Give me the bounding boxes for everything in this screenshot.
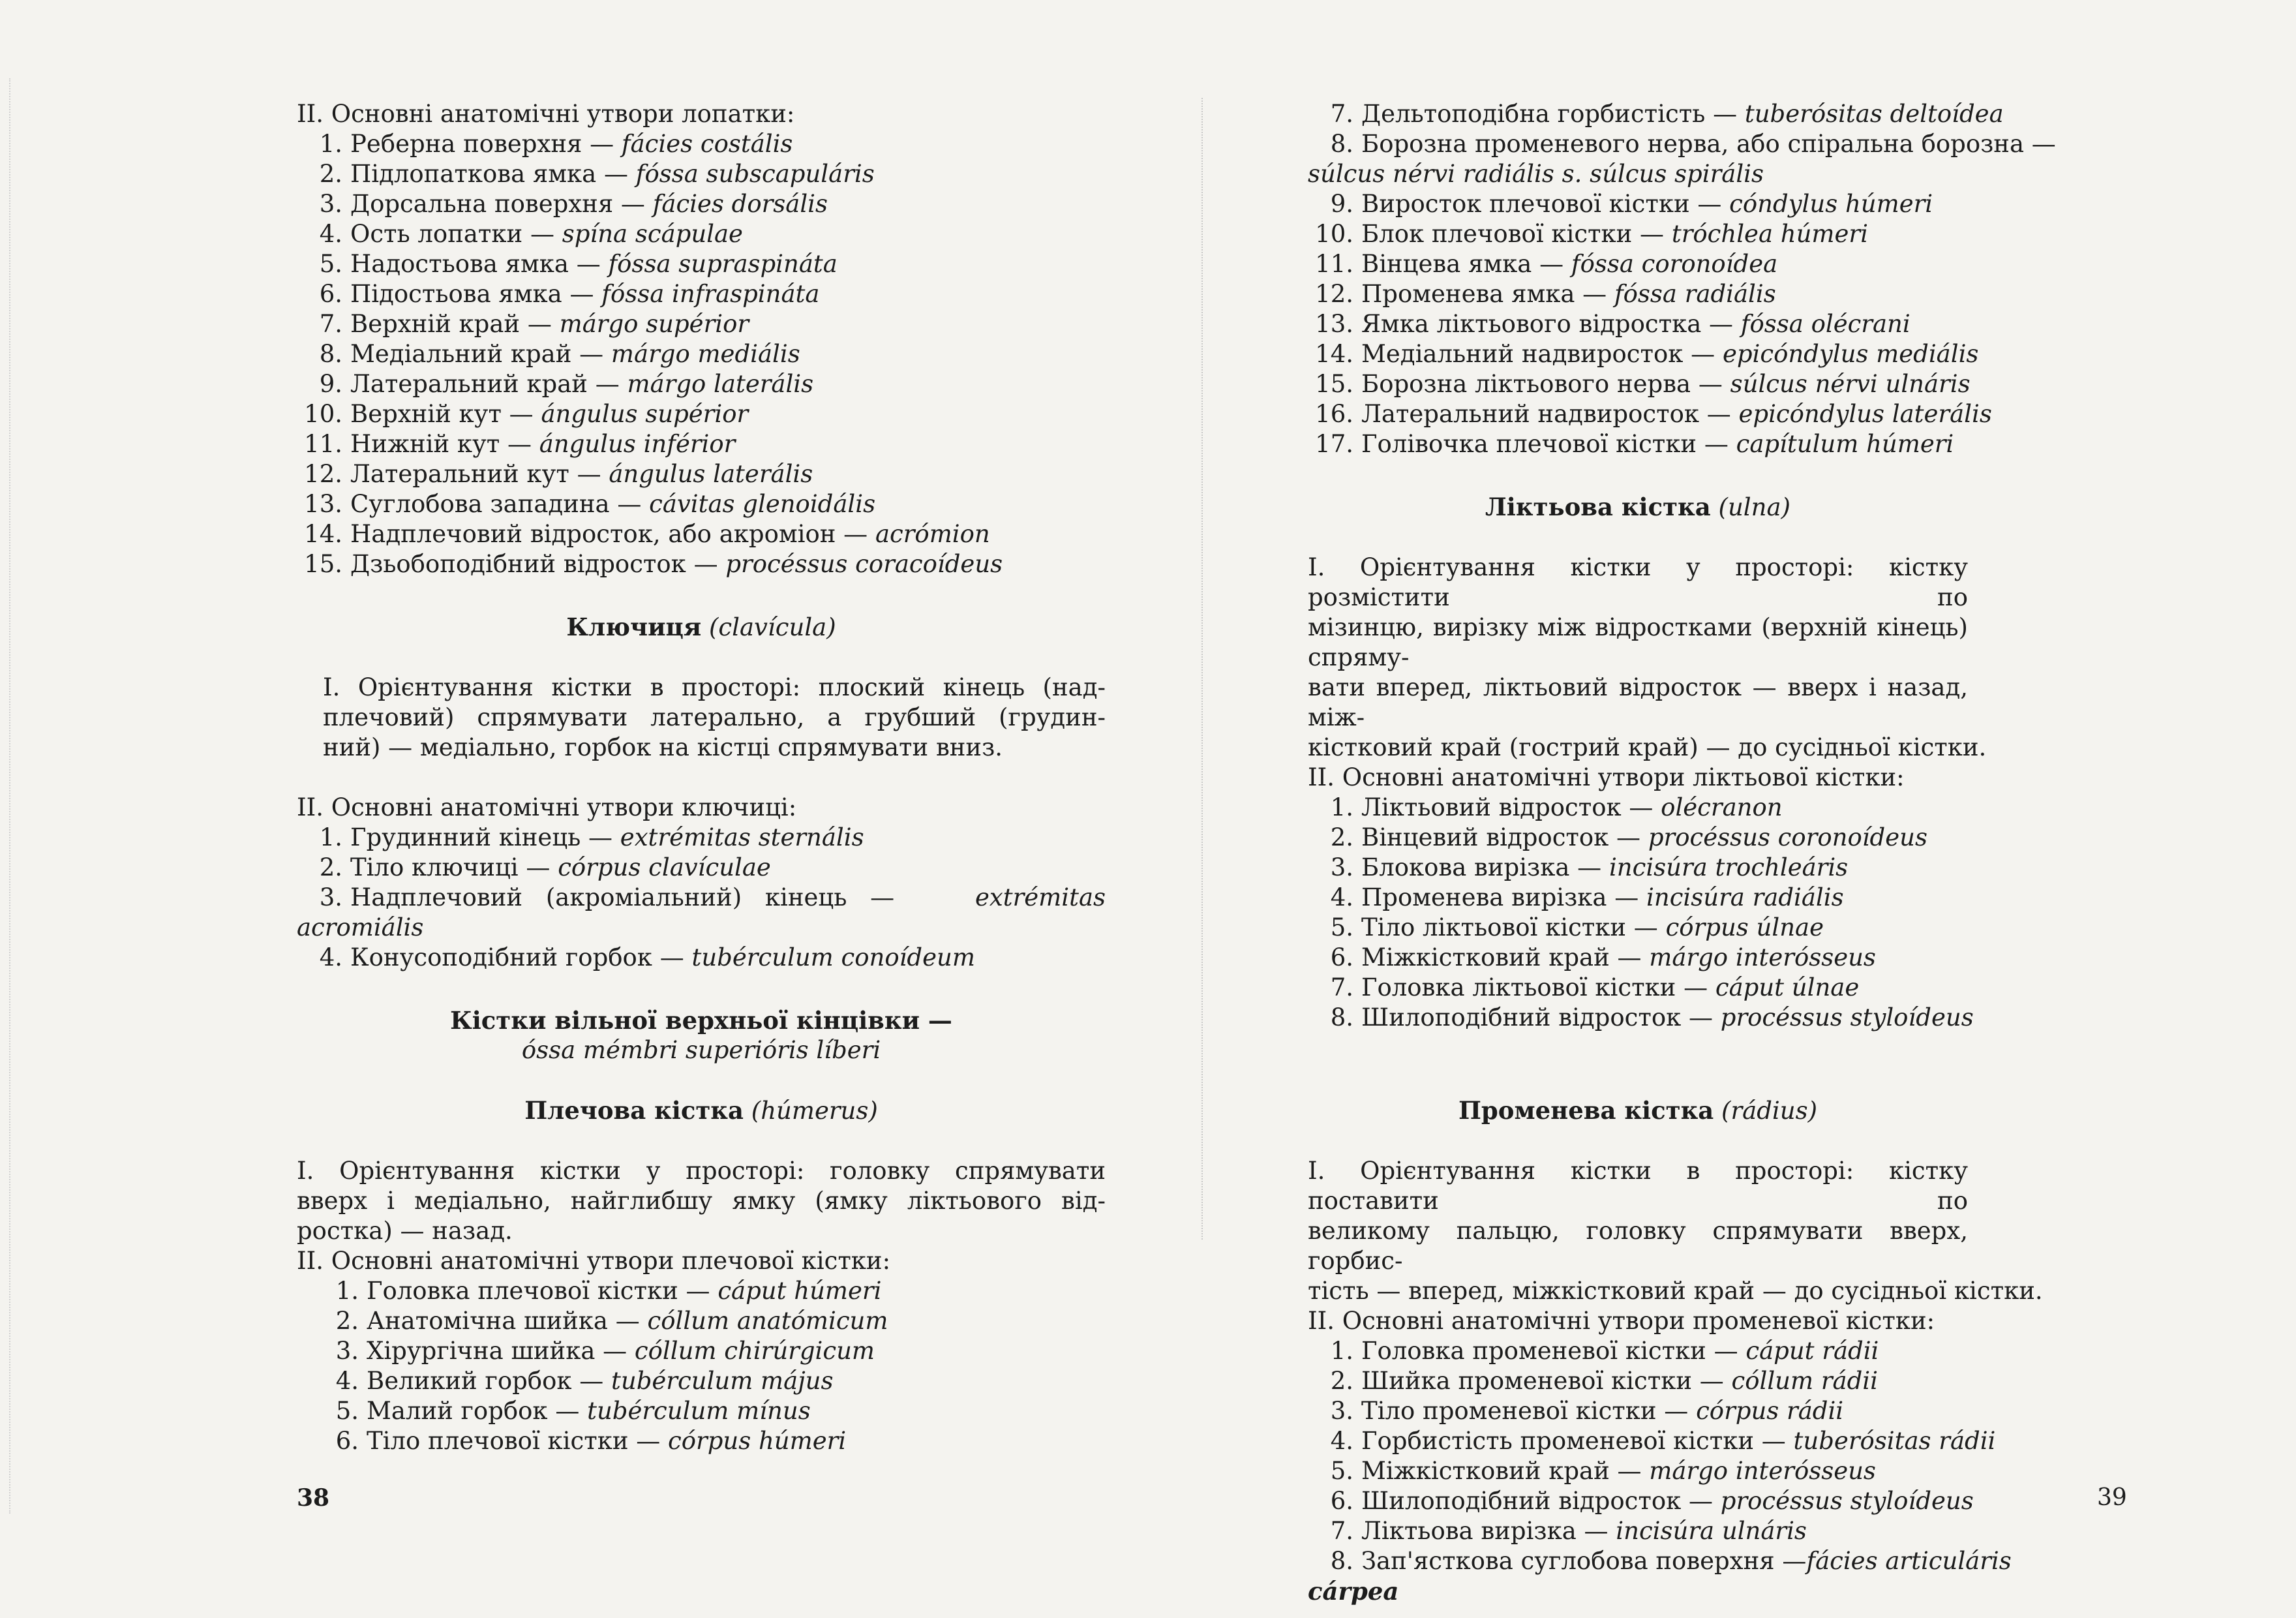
item-ukrainian: Верхній кут (350, 400, 502, 428)
heading-text: Плечова кістка (524, 1096, 744, 1125)
item-latin: cáput húmeri (718, 1277, 882, 1305)
item-ukrainian: Голівочка плечової кістки (1361, 430, 1697, 458)
list-item (297, 1366, 1106, 1396)
scapula-parts-list (297, 129, 1106, 579)
text-line: тість — вперед, міжкістковий край — до сусідньої кістки. (1308, 1277, 2043, 1305)
item-number: 11. (1315, 250, 1353, 278)
item-latin: ángulus inférior (539, 430, 736, 458)
item-number: 1. (1330, 793, 1353, 821)
item-ukrainian: Надплечовий відросток, або акроміон (350, 520, 836, 548)
text-line: вати вперед, ліктьовий відросток — вверх і назад, між- (1308, 673, 1968, 731)
item-ukrainian: Ямка ліктьового відростка (1361, 310, 1702, 338)
item-ukrainian: Надостьова ямка (350, 250, 569, 278)
item-ukrainian: Шилоподібний відросток (1361, 1003, 1682, 1031)
text-line: кістковий край (гострий край) — до сусідньої кістки. (1308, 733, 1987, 761)
heading-latin: óssa mémbri superióris líberi (521, 1036, 881, 1064)
free-limb-heading (297, 1005, 1106, 1065)
item-number: 2. (319, 853, 342, 881)
item-latin: procéssus coracoídeus (725, 550, 1003, 578)
item-ukrainian: Ліктьова вирізка (1361, 1517, 1577, 1545)
text-line: ростка) — назад. (297, 1217, 513, 1245)
item-latin: cávitas glenoidális (649, 490, 876, 518)
list-item (297, 489, 1106, 519)
dash: — (522, 220, 562, 248)
dash: — (628, 1427, 669, 1455)
list-item (1308, 1336, 1968, 1366)
item-latin: fóssa subscapuláris (635, 160, 875, 188)
dash: — (1607, 883, 1647, 911)
item-number: 5. (1330, 913, 1353, 941)
dash: — (1699, 400, 1739, 428)
item-latin: ángulus laterális (609, 460, 813, 488)
heading-text: Променева кістка (1458, 1096, 1714, 1125)
dash: — (1691, 370, 1730, 398)
item-latin: olécranon (1661, 793, 1783, 821)
clavicle-item-4: 4. Конусоподібний горбок — tubérculum conoídeum (319, 943, 975, 971)
list-item (1308, 1486, 1974, 1516)
ulna-parts-list (1308, 793, 1974, 1033)
dash: — (1697, 430, 1736, 458)
dash: — (1691, 1367, 1732, 1395)
item-number: 9. (319, 370, 342, 398)
dash: — (1681, 1487, 1721, 1515)
item-number: 5. (319, 250, 342, 278)
item-number: 7. (319, 310, 342, 338)
item-ukrainian: Шийка променевої кістки (1361, 1367, 1692, 1395)
list-item (1308, 219, 1968, 249)
item-ukrainian: Блок плечової кістки (1361, 220, 1633, 248)
list-item (1308, 99, 2004, 129)
item-latin: fóssa olécrani (1740, 310, 1911, 338)
humerus-parts-continued-2 (1308, 189, 1992, 459)
dash: — (686, 550, 726, 578)
item-latin: extrémitas sternális (620, 823, 864, 851)
list-item (297, 459, 1106, 489)
item-latin: fóssa supraspináta (608, 250, 838, 278)
list-item (297, 189, 1106, 219)
dash: — (1575, 280, 1614, 308)
item-number: 13. (1315, 310, 1353, 338)
item-ukrainian: Суглобова западина (350, 490, 610, 518)
item-latin: cóllum anatómicum (647, 1307, 888, 1335)
item-ukrainian: Анатомічна шийка (367, 1307, 608, 1335)
dash: — (1609, 1457, 1650, 1485)
item-ukrainian: Шилоподібний відросток (1361, 1487, 1682, 1515)
item-ukrainian: Променева вирізка (1361, 883, 1607, 911)
list-item (297, 429, 1106, 459)
text-line: I. Орієнтування кістки в просторі: кістку поставити по (1308, 1157, 1968, 1215)
item-number: 6. (319, 280, 342, 308)
item-ukrainian: Міжкістковий край (1361, 1457, 1610, 1485)
clavicle-heading (297, 612, 1106, 643)
item-latin: córpus úlnae (1665, 913, 1824, 941)
list-item (297, 1426, 1106, 1456)
item-number: 1. (319, 823, 342, 851)
item-latin: fóssa infraspináta (601, 280, 820, 308)
item-latin: tuberósitas deltoídea (1744, 100, 2004, 128)
radius-item-8: 8. Зап'ясткова суглобова поверхня — fácies articuláris cárpea (1308, 1547, 2012, 1606)
item-number: 15. (304, 550, 342, 578)
item-ukrainian: Медіальний надвиросток (1361, 340, 1684, 368)
item-ukrainian: Хірургічна шийка (367, 1337, 596, 1365)
heading-latin: (clavícula) (708, 613, 836, 641)
dash: — (1705, 100, 1745, 128)
item-latin: tubérculum május (611, 1367, 834, 1395)
list-item (1308, 1366, 1968, 1396)
item-latin: márgo interósseus (1649, 1457, 1876, 1485)
dash: — (547, 1397, 588, 1425)
text-line: I. Орієнтування кістки в просторі: плоский кінець (над- (323, 673, 1106, 701)
dash: — (1632, 220, 1672, 248)
item-ukrainian: Тіло променевої кістки (1361, 1397, 1657, 1425)
item-ukrainian: Підостьова ямка (350, 280, 562, 308)
section-title: II. Основні анатомічні утвори ліктьової кістки: (1308, 763, 1905, 791)
item-number: 3. (319, 190, 342, 218)
item-number: 2. (1330, 823, 1353, 851)
item-number: 4. (335, 1367, 359, 1395)
list-item (297, 1396, 1106, 1426)
item-latin: fóssa radiális (1614, 280, 1776, 308)
page-number: 39 (2097, 1484, 2127, 1511)
text-line: ний) — медіально, горбок на кістці спрямувати вниз. (323, 733, 1003, 761)
section-title: II. Основні анатомічні утвори променевої кістки: (1308, 1307, 1935, 1335)
dash: — (562, 280, 602, 308)
dash: — (501, 400, 541, 428)
item-number: 11. (304, 430, 342, 458)
list-item (1308, 943, 1968, 973)
item-latin: procéssus styloídeus (1720, 1487, 1974, 1515)
item-latin: cóllum chirúrgicum (634, 1337, 875, 1365)
humerus-parts-list (297, 1276, 1106, 1456)
item-latin: córpus clavículae (558, 853, 771, 881)
dash: — (587, 370, 627, 398)
item-latin: tuberósitas rádii (1793, 1427, 1996, 1455)
item-ukrainian: Надплечовий (акроміальний) кінець — (350, 883, 895, 911)
item-latin: extrémitas (974, 883, 1106, 911)
item-number: 8. (319, 340, 342, 368)
item-number: 12. (304, 460, 342, 488)
clavicle-item-3: 3. Надплечовий (акроміальний) кінець — extrémitas acromiális (297, 883, 1106, 941)
item-number: 14. (1315, 340, 1353, 368)
dash: — (500, 430, 539, 458)
item-number: 16. (1315, 400, 1353, 428)
dash: — (571, 1367, 612, 1395)
item-ukrainian: Латеральний кут (350, 460, 569, 488)
dash: — (1569, 853, 1609, 881)
left-column (297, 99, 1106, 1456)
humerus-item-8: 8. Борозна променевого нерва, або спіральна борозна — súlcus nérvi radiális s. súlcus spirális (1308, 130, 2056, 188)
list-item (297, 549, 1106, 579)
dash: — (595, 1337, 635, 1365)
item-latin: ángulus supérior (541, 400, 749, 428)
list-item (297, 219, 1106, 249)
list-item (1308, 1426, 1996, 1456)
list-item (1308, 1396, 1968, 1426)
item-number: 1. (1330, 1337, 1353, 1365)
item-latin: tubérculum mínus (587, 1397, 811, 1425)
item-ukrainian: Дорсальна поверхня (350, 190, 614, 218)
item-ukrainian: Підлопаткова ямка (350, 160, 597, 188)
item-latin: epicóndylus mediális (1722, 340, 1979, 368)
item-ukrainian: Реберна поверхня (350, 130, 582, 158)
item-ukrainian: Тіло плечової кістки (367, 1427, 629, 1455)
item-number: 7. (1330, 100, 1353, 128)
item-ukrainian: Міжкістковий край (1361, 943, 1610, 971)
humerus-orientation (297, 1156, 1106, 1246)
heading-text: Ключиця (566, 613, 702, 641)
dash: — (1626, 913, 1666, 941)
item-ukrainian: Латеральний край (350, 370, 588, 398)
item-ukrainian: Нижній кут (350, 430, 500, 458)
list-item (1308, 339, 1979, 369)
item-number: 8. (1330, 1003, 1353, 1031)
dash: — (1609, 943, 1650, 971)
item-ukrainian: Головка плечової кістки (367, 1277, 678, 1305)
item-latin: córpus húmeri (668, 1427, 847, 1455)
item-latin: acromiális (297, 913, 424, 941)
text-line: I. Орієнтування кістки у просторі: кістку розмістити по (1308, 553, 1968, 611)
heading-text: Ліктьова кістка (1485, 493, 1711, 521)
item-latin: fácies dorsális (652, 190, 828, 218)
item-number: 6. (335, 1427, 359, 1455)
item-number: 15. (1315, 370, 1353, 398)
item-ukrainian: Вінцевий відросток (1361, 823, 1609, 851)
item-latin: incisúra trochleáris (1609, 853, 1849, 881)
item-number: 3. (1330, 853, 1353, 881)
list-item (297, 1276, 1106, 1306)
item-number: 5. (1330, 1457, 1353, 1485)
item-number: 7. (1330, 973, 1353, 1001)
dash: — (518, 853, 558, 881)
item-number: 9. (1330, 190, 1353, 218)
item-ukrainian: Грудинний кінець (350, 823, 581, 851)
item-latin: cáput rádii (1745, 1337, 1879, 1365)
list-item (297, 339, 1106, 369)
item-ukrainian: Тіло ліктьової кістки (1361, 913, 1627, 941)
item-latin: márgo interósseus (1649, 943, 1876, 971)
list-item (1308, 913, 1968, 943)
list-item (297, 1306, 1106, 1336)
item-latin: cóndylus húmeri (1729, 190, 1933, 218)
list-item (1308, 399, 1992, 429)
dash: — (1576, 1517, 1616, 1545)
item-latin: spína scápulae (562, 220, 743, 248)
heading-latin: (ulna) (1718, 493, 1790, 521)
text-line: плечовий) спрямувати латерально, а грубший (грудин- (323, 703, 1106, 731)
dash: — (1701, 310, 1741, 338)
item-latin: capítulum húmeri (1736, 430, 1954, 458)
text-line: мізинцю, вирізку між відростками (верхній кінець) спряму- (1308, 613, 1968, 671)
dash: — (581, 823, 620, 851)
item-ukrainian: Блокова вирізка (1361, 853, 1570, 881)
item-number: 4. (1330, 883, 1353, 911)
item-ukrainian: Великий горбок (367, 1367, 572, 1395)
item-number: 17. (1315, 430, 1353, 458)
section-title: II. Основні анатомічні утвори лопатки: (297, 100, 795, 128)
item-latin: fácies costális (621, 130, 793, 158)
item-number: 4. (319, 220, 342, 248)
list-item (297, 823, 1106, 853)
item-latin: fóssa coronoídea (1571, 250, 1778, 278)
list-item (297, 853, 1106, 883)
list-item (297, 249, 1106, 279)
dash: — (609, 490, 650, 518)
item-ukrainian: Дзьобоподібний відросток (350, 550, 686, 578)
item-ukrainian: Вінцева ямка (1361, 250, 1532, 278)
heading-text: Кістки вільної верхньої кінцівки — (450, 1006, 952, 1035)
dash: — (1754, 1427, 1794, 1455)
item-number: 2. (1330, 1367, 1353, 1395)
dash: — (1683, 340, 1723, 368)
page-number: 38 (297, 1484, 330, 1512)
dash: — (582, 130, 622, 158)
item-ukrainian: Латеральний надвиросток (1361, 400, 1699, 428)
dash: — (607, 1307, 648, 1335)
right-column (1308, 99, 2056, 1607)
item-ukrainian: Головка променевої кістки (1361, 1337, 1706, 1365)
dash: — (1689, 190, 1730, 218)
item-latin: márgo mediális (611, 340, 800, 368)
item-number: 10. (304, 400, 342, 428)
list-item (1308, 249, 1968, 279)
item-latin: procéssus coronoídeus (1648, 823, 1927, 851)
item-number: 6. (1330, 943, 1353, 971)
list-item (1308, 189, 1968, 219)
radius-heading (1308, 1095, 1968, 1126)
item-number: 12. (1315, 280, 1353, 308)
item-ukrainian: Тіло ключиці (350, 853, 519, 881)
dash: — (1706, 1337, 1746, 1365)
list-item (1308, 973, 1968, 1003)
item-number: 2. (319, 160, 342, 188)
page-right (1148, 0, 2296, 1618)
item-ukrainian: Горбистість променевої кістки (1361, 1427, 1755, 1455)
item-number: 1. (319, 130, 342, 158)
item-ukrainian: Дельтоподібна горбистість (1361, 100, 1706, 128)
item-ukrainian: Променева ямка (1361, 280, 1575, 308)
item-latin: súlcus nérvi ulnáris (1730, 370, 1971, 398)
text-line: I. Орієнтування кістки у просторі: головку спрямувати (297, 1157, 1106, 1185)
item-number: 6. (1330, 1487, 1353, 1515)
list-item (297, 279, 1106, 309)
item-ukrainian: Медіальний край (350, 340, 572, 368)
list-item (297, 1336, 1106, 1366)
section-title: II. Основні анатомічні утвори плечової кістки: (297, 1247, 891, 1275)
list-item (297, 159, 1106, 189)
item-latin: márgo supérior (559, 310, 749, 338)
item-number: 7. (1330, 1517, 1353, 1545)
item-number: 4. (1330, 1427, 1353, 1455)
item-latin: procéssus styloídeus (1720, 1003, 1974, 1031)
dash: — (596, 160, 636, 188)
dash: — (568, 250, 609, 278)
item-latin: epicóndylus laterális (1738, 400, 1992, 428)
item-number: 2. (335, 1307, 359, 1335)
radius-parts-list (1308, 1336, 1996, 1546)
heading-latin: (húmerus) (751, 1097, 878, 1125)
list-item (297, 129, 1106, 159)
item-ukrainian: Малий горбок (367, 1397, 548, 1425)
list-item (1308, 1456, 1968, 1486)
item-number: 14. (304, 520, 342, 548)
item-number: 10. (1315, 220, 1353, 248)
list-item (1308, 853, 1968, 883)
dash: — (1609, 823, 1648, 851)
radius-orientation (1308, 1156, 2043, 1306)
list-item (297, 369, 1106, 399)
list-item (1308, 823, 1968, 853)
item-ukrainian: Виросток плечової кістки (1361, 190, 1690, 218)
list-item (1308, 883, 1968, 913)
ulna-orientation (1308, 553, 1987, 763)
item-latin: márgo laterális (627, 370, 814, 398)
dash: — (1681, 1003, 1721, 1031)
dash: — (678, 1277, 718, 1305)
list-item (1308, 429, 1968, 459)
clavicle-parts-list (297, 823, 1106, 883)
dash: — (1676, 973, 1715, 1001)
dash: — (1621, 793, 1661, 821)
dash: — (1656, 1397, 1697, 1425)
item-number: 1. (335, 1277, 359, 1305)
humerus-heading (297, 1095, 1106, 1126)
item-number: 3. (1330, 1397, 1353, 1425)
item-number: 3. (335, 1337, 359, 1365)
dash: — (520, 310, 560, 338)
item-latin: tróchlea húmeri (1671, 220, 1868, 248)
list-item (1308, 1003, 1974, 1033)
list-item (1308, 309, 1968, 339)
ulna-heading (1308, 492, 1968, 523)
list-item (297, 309, 1106, 339)
item-latin: cáput úlnae (1715, 973, 1860, 1001)
item-number: 5. (335, 1397, 359, 1425)
section-title: II. Основні анатомічні утвори ключиці: (297, 793, 797, 821)
list-item (297, 399, 1106, 429)
item-latin: incisúra ulnáris (1616, 1517, 1807, 1545)
list-item (1308, 793, 1968, 823)
dash: — (1532, 250, 1571, 278)
list-item (1308, 279, 1968, 309)
dash: — (569, 460, 609, 488)
item-latin: acrómion (875, 520, 990, 548)
item-ukrainian: Ліктьовий відросток (1361, 793, 1622, 821)
text-line: вверх і медіально, найглибшу ямку (ямку ліктьового від- (297, 1187, 1106, 1215)
list-item (1308, 369, 1971, 399)
item-latin: cóllum rádii (1731, 1367, 1878, 1395)
item-ukrainian: Верхній край (350, 310, 521, 338)
clavicle-orientation (297, 673, 1106, 763)
list-item (297, 519, 1106, 549)
item-ukrainian: Головка ліктьової кістки (1361, 973, 1676, 1001)
list-item (1308, 1516, 1968, 1546)
text-line: великому пальцю, головку спрямувати вверх, горбис- (1308, 1217, 1968, 1275)
humerus-parts-continued (1308, 99, 2004, 129)
item-ukrainian: Борозна ліктьового нерва (1361, 370, 1691, 398)
dash: — (836, 520, 875, 548)
dash: — (571, 340, 611, 368)
item-latin: incisúra radiális (1646, 883, 1844, 911)
item-number: 13. (304, 490, 342, 518)
item-ukrainian: Ость лопатки (350, 220, 523, 248)
heading-latin: (rádius) (1721, 1097, 1817, 1125)
dash: — (613, 190, 653, 218)
item-latin: córpus rádii (1696, 1397, 1844, 1425)
